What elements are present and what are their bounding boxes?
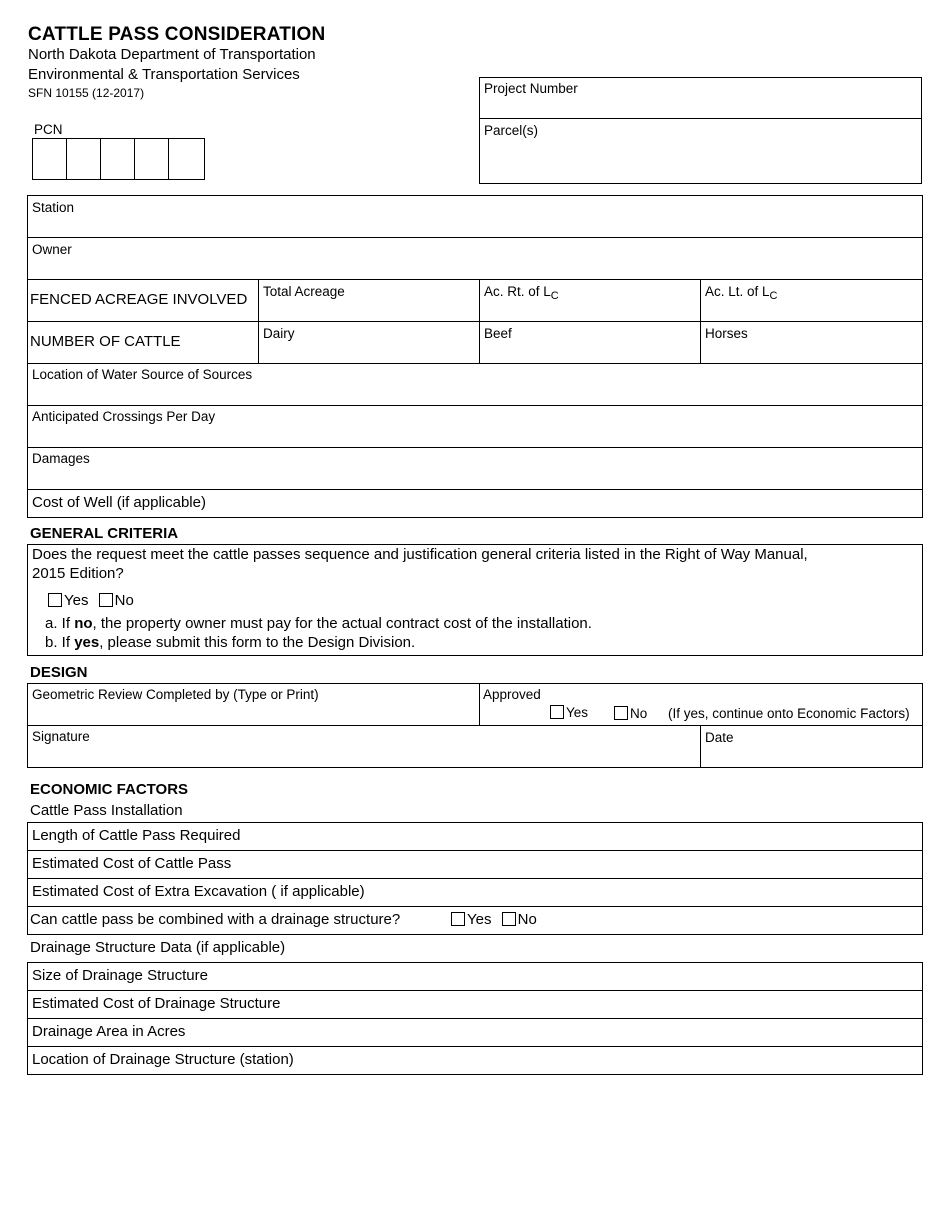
- pcn-cell[interactable]: [101, 139, 135, 179]
- beef-field[interactable]: [484, 343, 694, 361]
- approved-note: (If yes, continue onto Economic Factors): [668, 706, 910, 721]
- damages-label: Damages: [32, 451, 90, 466]
- criteria-question-line1: Does the request meet the cattle passes sequence and justification general criteria listed in the Right of Way Manual,: [32, 546, 808, 563]
- water-source-field[interactable]: [32, 385, 912, 403]
- drainage-size-label: Size of Drainage Structure: [32, 967, 208, 984]
- project-number-label: Project Number: [484, 81, 578, 96]
- cost-excavation-label: Estimated Cost of Extra Excavation ( if applicable): [32, 883, 365, 900]
- criteria-yes-no: [48, 592, 134, 609]
- owner-field[interactable]: [32, 259, 912, 277]
- criteria-no-checkbox[interactable]: [99, 593, 113, 607]
- length-cattle-pass-field[interactable]: [270, 827, 910, 845]
- design-heading: DESIGN: [30, 664, 88, 681]
- cost-well-label: Cost of Well (if applicable): [32, 494, 206, 511]
- ac-lt-field[interactable]: [705, 301, 915, 319]
- department-name: North Dakota Department of Transportation: [28, 46, 316, 63]
- horses-label: Horses: [705, 326, 748, 341]
- approved-no: No: [614, 706, 647, 721]
- ac-rt-label: Ac. Rt. of $L_C$: [484, 284, 559, 302]
- division-name: Environmental & Transportation Services: [28, 66, 300, 83]
- owner-label: Owner: [32, 242, 72, 257]
- cattle-pass-installation-heading: Cattle Pass Installation: [30, 802, 183, 819]
- total-acreage-label: Total Acreage: [263, 284, 345, 299]
- combined-yes-no: Yes No: [451, 911, 537, 928]
- geometric-review-label: Geometric Review Completed by (Type or Print): [32, 687, 319, 702]
- cost-cattle-pass-field[interactable]: [270, 855, 910, 873]
- drainage-location-field[interactable]: [320, 1051, 910, 1069]
- drainage-cost-field[interactable]: [310, 995, 910, 1013]
- pcn-label: PCN: [34, 122, 63, 137]
- pcn-boxes: [32, 138, 205, 180]
- horses-field[interactable]: [705, 343, 915, 361]
- criteria-yes-label: Yes: [64, 592, 89, 609]
- pcn-cell[interactable]: [135, 139, 169, 179]
- parcels-label: Parcel(s): [484, 123, 539, 138]
- number-cattle-label: NUMBER OF CATTLE: [30, 333, 181, 350]
- date-field[interactable]: [705, 746, 915, 764]
- beef-label: Beef: [484, 326, 512, 341]
- criteria-note-b: b. If yes, please submit this form to the Design Division.: [45, 634, 416, 651]
- criteria-note-a: a. If no, the property owner must pay for the actual contract cost of the installation.: [45, 615, 592, 632]
- crossings-label: Anticipated Crossings Per Day: [32, 409, 216, 424]
- signature-field[interactable]: [32, 746, 692, 764]
- drainage-area-label: Drainage Area in Acres: [32, 1023, 186, 1040]
- combined-no-checkbox[interactable]: [502, 912, 516, 926]
- station-field[interactable]: [32, 217, 912, 235]
- combined-question: Can cattle pass be combined with a drainage structure?: [30, 911, 401, 928]
- drainage-location-label: Location of Drainage Structure (station): [32, 1051, 294, 1068]
- pcn-cell[interactable]: [67, 139, 101, 179]
- cost-cattle-pass-label: Estimated Cost of Cattle Pass: [32, 855, 232, 872]
- criteria-no-label: No: [114, 592, 134, 609]
- ac-lt-label: Ac. Lt. of $L_C$: [705, 284, 778, 302]
- crossings-field[interactable]: [32, 427, 912, 445]
- dairy-field[interactable]: [263, 343, 473, 361]
- length-cattle-pass-label: Length of Cattle Pass Required: [32, 827, 241, 844]
- pcn-cell[interactable]: [33, 139, 67, 179]
- total-acreage-field[interactable]: [263, 301, 473, 319]
- cost-excavation-field[interactable]: [400, 883, 910, 901]
- drainage-area-field[interactable]: [220, 1023, 910, 1041]
- drainage-heading: Drainage Structure Data (if applicable): [30, 939, 286, 956]
- economic-heading: ECONOMIC FACTORS: [30, 781, 189, 798]
- station-label: Station: [32, 200, 75, 215]
- drainage-cost-label: Estimated Cost of Drainage Structure: [32, 995, 281, 1012]
- water-source-label: Location of Water Source of Sources: [32, 367, 253, 382]
- form-title: CATTLE PASS CONSIDERATION: [28, 24, 326, 45]
- project-number-field[interactable]: [484, 98, 914, 116]
- approved-label: Approved: [483, 687, 541, 702]
- cost-well-field[interactable]: [230, 494, 910, 512]
- criteria-yes-checkbox[interactable]: [48, 593, 62, 607]
- approved-no-checkbox[interactable]: [614, 706, 628, 720]
- form-number: SFN 10155 (12-2017): [28, 86, 145, 100]
- approved-yes: Yes: [550, 705, 588, 720]
- approved-yes-checkbox[interactable]: [550, 705, 564, 719]
- date-label: Date: [705, 730, 734, 745]
- fenced-acreage-label: FENCED ACREAGE INVOLVED: [30, 291, 248, 308]
- criteria-question-line2: 2015 Edition?: [32, 565, 124, 582]
- ac-rt-field[interactable]: [484, 301, 694, 319]
- dairy-label: Dairy: [263, 326, 295, 341]
- drainage-size-field[interactable]: [240, 967, 910, 985]
- signature-label: Signature: [32, 729, 90, 744]
- pcn-cell[interactable]: [169, 139, 203, 179]
- parcels-field[interactable]: [484, 142, 914, 178]
- combined-yes-checkbox[interactable]: [451, 912, 465, 926]
- geometric-review-field[interactable]: [32, 704, 472, 722]
- general-criteria-heading: GENERAL CRITERIA: [30, 525, 179, 542]
- damages-field[interactable]: [32, 469, 912, 487]
